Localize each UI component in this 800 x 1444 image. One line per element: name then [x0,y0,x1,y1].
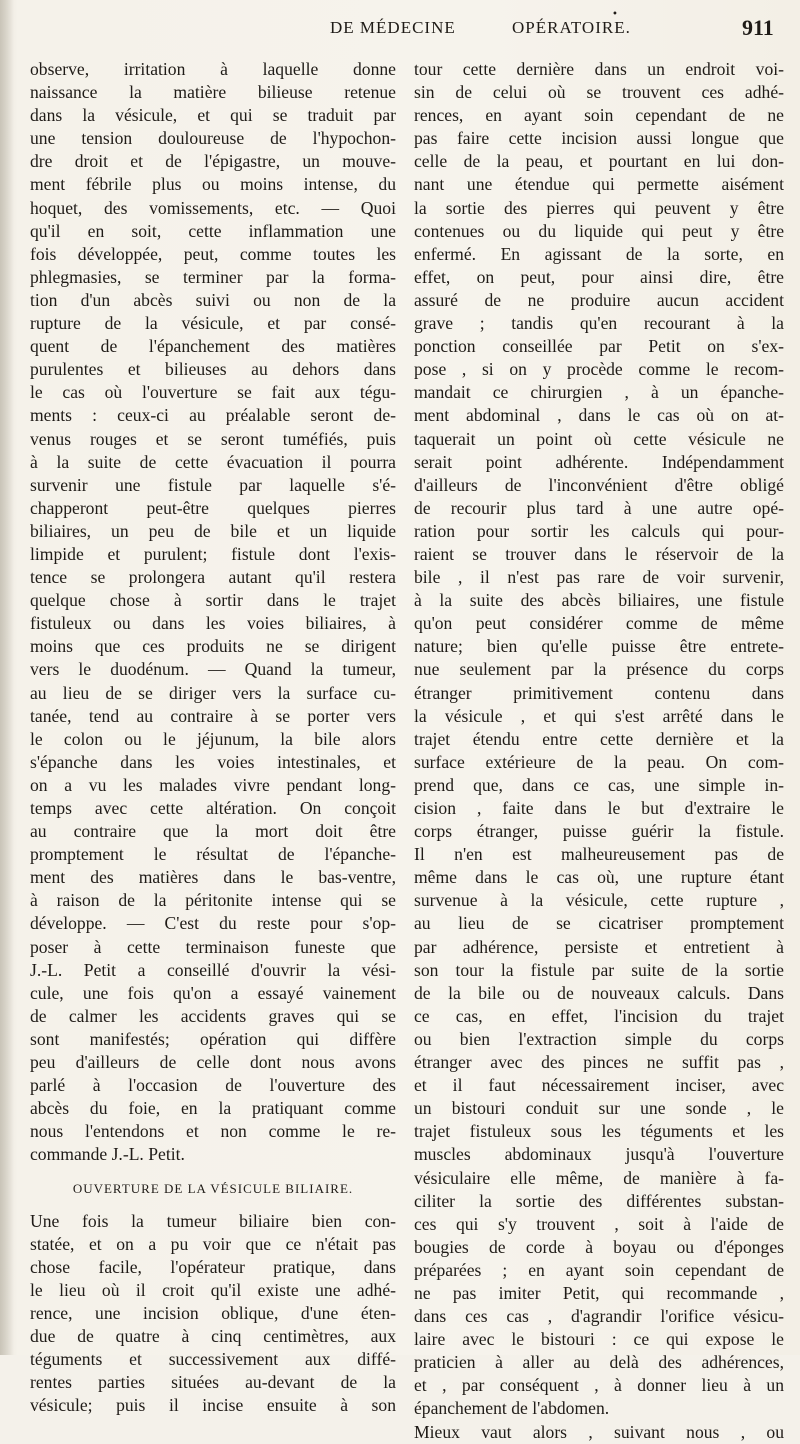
text-line: temps avec cette altération. On conçoit [30,798,396,818]
text-line: mandait ce chirurgien , à un épanche- [414,382,784,403]
text-line: bile , il n'est pas rare de voir survenir, [414,567,784,588]
text-line: Mieux vaut alors , suivant nous , ou [414,1421,784,1442]
text-line: fistuleux ou dans les voies biliaires, à [30,613,396,634]
text-line: tanée, tend au contraire à se porter vers [30,705,396,726]
text-line: taquerait un point où cette vésicule ne [414,428,784,449]
text-line: J.-L. Petit a conseillé d'ouvrir la vési- [30,959,396,980]
text-line: nue seulement par la présence du corps [414,659,784,680]
text-line: Il n'en est malheureusement pas de [414,844,784,865]
text-line: au lieu de se cicatriser promptement [414,913,784,934]
text-line: le lieu où il croit qu'il existe une adhé- [30,1279,396,1300]
text-line: ces qui s'y trouvent , soit à l'aide de [414,1213,784,1234]
text-line: pas faire cette incision aussi longue que [414,128,784,149]
text-line: ment abdominal , dans le cas où on at- [414,405,784,426]
text-line: qu'il en soit, cette inflammation une [30,220,396,241]
text-line: à la suite des abcès biliaires, une fistule [414,590,784,611]
text-line: ne pas imiter Petit, qui recommande , [414,1282,784,1303]
text-line: préparées ; en ayant soin cependant de [414,1259,784,1280]
text-line: et il faut nécessairement inciser, avec [414,1075,784,1096]
text-line: on a vu les malades vivre pendant long- [30,774,396,795]
text-line: prend que, dans ce cas, une simple in- [414,774,784,795]
text-line: raient se trouver dans le réservoir de la [414,543,784,564]
text-line: vésicule; puis il incise ensuite à son [30,1395,396,1416]
page-number: 911 [742,15,774,40]
text-line: épanchement de l'abdomen. [414,1398,610,1419]
text-line: qu'on peut considérer comme de même [414,613,784,634]
text-line: de la bile ou de nouveaux calculs. Dans [414,982,784,1003]
text-line: ment fébrile plus ou moins intense, du [30,174,396,195]
text-line: contenues ou du liquide qui peut y être [414,220,784,241]
text-line: rentes parties situées au-devant de la [30,1372,396,1393]
text-line: quelque chose à sortir dans le trajet [30,590,396,611]
text-line: s'épanche dans les voies intestinales, et [30,751,396,772]
text-line: ments : ceux-ci au préalable seront de- [30,405,396,426]
text-line: observe, irritation à laquelle donne [30,59,396,79]
text-line: rupture de la vésicule, et par consé- [30,313,396,334]
text-line: Une fois la tumeur biliaire bien con- [30,1210,396,1231]
text-line: tour cette dernière dans un endroit voi- [414,59,784,79]
text-line: dre droit et de l'épigastre, un mouve- [30,151,396,172]
text-line: celle de la peau, et pourtant en lui don- [414,151,784,172]
text-line: tion d'un abcès suivi ou non de la [30,289,396,310]
text-line: ce cas, en effet, l'incision du trajet [414,1005,784,1026]
text-line: nous l'entendons et non comme le re- [30,1121,396,1142]
header-right-text: OPÉRATOIRE. [512,18,631,37]
text-line: venus rouges et se seront tuméfiés, puis [30,428,396,449]
text-line: le cas où l'ouverture se fait aux tégu- [30,382,396,403]
text-line: la vésicule , et qui s'est arrêté dans le [414,705,784,726]
text-line: parlé à l'occasion de l'ouverture des [30,1075,396,1096]
text-line: quent de l'épanchement des matières [30,336,396,357]
text-line: de recourir plus tard à une autre opé- [414,497,784,518]
text-line: chose facile, l'opérateur pratique, dans [30,1256,396,1277]
text-line: trajet fistuleux sous les téguments et les [414,1121,784,1142]
text-line: de calmer les accidents graves qui se [30,1005,396,1026]
text-line: à la suite de cette évacuation il pourra [30,451,396,472]
text-line: laire avec le bistouri : ce qui expose le [414,1329,784,1350]
text-line: d'ailleurs de l'inconvénient d'être obligé [414,474,784,495]
text-line: grave ; tandis qu'en recourant à la [414,313,784,334]
text-line: développe. — C'est du reste pour s'op- [30,913,396,934]
text-line: étranger primitivement contenu dans [414,682,784,703]
text-line: rences, en ayant soin cependant de ne [414,105,784,126]
text-line: par adhérence, persiste et entretient à [414,936,784,957]
header-left-text: DE MÉDECINE [330,18,456,37]
text-line: et , par conséquent , à donner lieu à un [414,1375,784,1396]
text-line: corps étranger, puisse guérir la fistule. [414,821,784,842]
text-line: serait point adhérente. Indépendamment [414,451,784,472]
text-line: rence, une incision oblique, d'une éten- [30,1302,396,1323]
text-line: au contraire que la mort doit être [30,821,396,842]
text-line: moins que ces produits ne se dirigent [30,636,396,657]
text-line: un bistouri conduit sur une sonde , le [414,1098,784,1119]
page-gutter-shadow [0,0,14,1355]
text-line: pose , si on y procède comme le recom- [414,359,784,380]
text-line: ponction conseillée par Petit on s'ex- [414,336,784,357]
text-line: promptement le résultat de l'épanche- [30,844,396,865]
text-line: nature; bien qu'elle puisse être entrete- [414,636,784,657]
text-line: limpide et purulent; fistule dont l'exis- [30,543,396,564]
text-line: étranger avec des pinces ne suffit pas , [414,1052,784,1073]
text-line: tence se prolongera autant qu'il restera [30,567,396,588]
text-line: statée, et on a pu voir que ce n'était pas [30,1233,396,1254]
text-line: même dans le cas où, une rupture étant [414,867,784,888]
text-line: à raison de la péritonite intense qui se [30,890,396,911]
text-line: phlegmasies, se terminer par la forma- [30,266,396,287]
text-line: nant une étendue qui permette aisément [414,174,784,195]
text-line: vers le duodénum. — Quand la tumeur, [30,659,396,680]
text-line: son tour la fistule par suite de la sortie [414,959,784,980]
text-line: hoquet, des vomissements, etc. — Quoi [30,197,396,218]
text-line: cision , faite dans le but d'extraire le [414,798,784,818]
text-line: purulentes et bilieuses au dehors dans [30,359,396,380]
section-title: OUVERTURE DE LA VÉSICULE BILIAIRE. [72,1180,354,1196]
text-line: survenir une fistule par laquelle s'é- [30,474,396,495]
text-line: due de quatre à cinq centimètres, aux [30,1326,396,1347]
text-line: au lieu de se diriger vers la surface cu- [30,682,396,703]
text-line: le colon ou le jéjunum, la bile alors [30,728,396,749]
text-line: ciliter la sortie des différentes substan- [414,1190,784,1211]
text-line: une tension douloureuse de l'hypochon- [30,128,396,149]
text-line: dans ces cas , d'agrandir l'orifice vésicu- [414,1306,784,1327]
text-line: sin de celui où se trouvent ces adhé- [414,82,784,103]
text-line: sont manifestés; opération qui diffère [30,1028,396,1049]
text-line: la sortie des pierres qui peuvent y être [414,197,784,218]
text-line: praticien à aller au delà des adhérences, [414,1352,784,1373]
text-line: ment des matières dans le bas-ventre, [30,867,396,888]
text-line: peu d'ailleurs de celle dont nous avons [30,1052,396,1073]
text-line: biliaires, un peu de bile et un liquide [30,520,396,541]
text-line: assuré de ne produire aucun accident [414,289,784,310]
text-line: téguments et successivement aux diffé- [30,1349,396,1370]
left-column [30,58,396,1417]
text-line: poser à cette terminaison funeste que [30,936,396,957]
right-column [414,58,784,1444]
text-line: bougies de corde à boyau ou d'éponges [414,1236,784,1257]
running-header [0,15,800,48]
text-line: ou bien l'extraction simple du corps [414,1028,784,1049]
text-line: commande J.-L. Petit. [30,1144,185,1165]
text-line: enfermé. En agissant de la sorte, en [414,243,784,264]
text-line: cule, une fois qu'on a essayé vainement [30,982,396,1003]
text-line: muscles abdominaux jusqu'à l'ouverture [414,1144,784,1165]
text-line: fois développée, peut, comme toutes les [30,243,396,264]
text-line: surface extérieure de la peau. On com- [414,751,784,772]
text-line: dans la vésicule, et qui se traduit par [30,105,396,126]
text-line: abcès du foie, en la pratiquant comme [30,1098,396,1119]
text-line: chapperont peut-être quelques pierres [30,497,396,518]
text-line: trajet étendu entre cette dernière et la [414,728,784,749]
text-line: vésiculaire elle même, de manière à fa- [414,1167,784,1188]
text-line: ration pour sortir les calculs qui pour- [414,520,784,541]
text-line: naissance la matière bilieuse retenue [30,82,396,103]
text-line: survenue à la vésicule, cette rupture , [414,890,784,911]
ink-dot: • [612,9,618,20]
text-line: effet, on peut, pour ainsi dire, être [414,266,784,287]
